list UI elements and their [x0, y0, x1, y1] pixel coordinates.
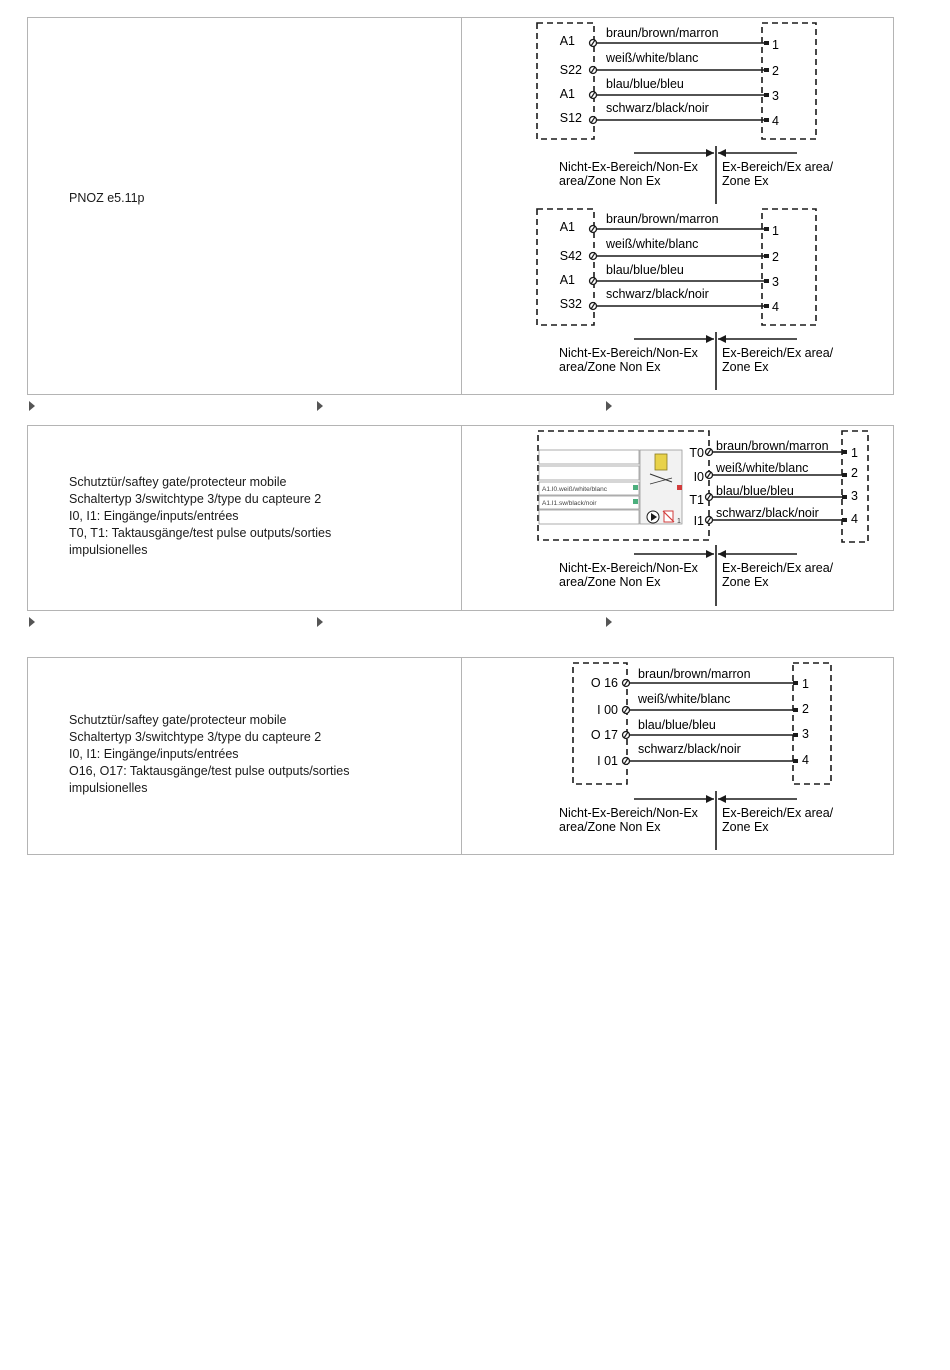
wire-3	[590, 278, 770, 285]
description-line: I0, I1: Eingänge/inputs/entrées	[69, 747, 239, 761]
wire-label: blau/blue/bleu	[638, 718, 716, 732]
terminal-number: 3	[802, 727, 809, 741]
wire-2	[590, 253, 770, 260]
terminal-label: S32	[559, 297, 582, 311]
terminal-number: 3	[772, 89, 779, 103]
terminal-number: 2	[851, 466, 858, 480]
terminal-label: S12	[559, 111, 582, 125]
description-line: PNOZ e5.11p	[69, 191, 145, 205]
wire-label: schwarz/black/noir	[638, 742, 741, 756]
terminal-number: 1	[851, 446, 858, 460]
terminal-label: T0	[689, 446, 704, 460]
ex-area-label: Zone Ex	[722, 820, 769, 834]
wiring-diagram	[462, 426, 895, 610]
row-description	[69, 190, 145, 207]
terminal-number: 1	[802, 677, 809, 691]
non-ex-area-label: area/Zone Non Ex	[559, 174, 661, 188]
table-row-safety-gate-o	[27, 657, 894, 855]
non-ex-area-label: Nicht-Ex-Bereich/Non-Ex	[559, 561, 698, 575]
terminal-label: T1	[689, 493, 704, 507]
non-ex-area-label: Nicht-Ex-Bereich/Non-Ex	[559, 346, 698, 360]
wiring-block-2	[537, 209, 834, 390]
terminal-label: I0	[693, 470, 704, 484]
wire-label: schwarz/black/noir	[606, 287, 709, 301]
separator-marker	[606, 617, 612, 627]
terminal-number: 4	[772, 114, 779, 128]
software-counter: 1	[677, 518, 681, 525]
terminal-label: O 17	[590, 728, 618, 742]
wire-label: schwarz/black/noir	[716, 506, 819, 520]
wire-1	[590, 40, 770, 47]
separator-marker	[29, 401, 35, 411]
wire-label: blau/blue/bleu	[716, 484, 794, 498]
terminal-number: 3	[851, 489, 858, 503]
terminal-label: A1	[559, 34, 575, 48]
non-ex-area-label: area/Zone Non Ex	[559, 575, 661, 589]
sensor-box	[762, 23, 816, 139]
terminal-number: 3	[772, 275, 779, 289]
terminal-number: 2	[772, 64, 779, 78]
wire-3	[623, 732, 799, 739]
wire-label: weiß/white/blanc	[716, 461, 809, 475]
ex-area-label: Ex-Bereich/Ex area/	[722, 160, 834, 174]
wire-4	[590, 117, 770, 124]
description-line: impulsionelles	[69, 781, 148, 795]
description-line: Schaltertyp 3/switchtype 3/type du capteure 2	[69, 492, 322, 506]
table-row-pnoz	[27, 17, 894, 395]
description-line: T0, T1: Taktausgänge/test pulse outputs/sorties	[69, 526, 332, 540]
description-line: Schutztür/saftey gate/protecteur mobile	[69, 475, 287, 489]
terminal-label: A1	[559, 87, 575, 101]
description-line: Schaltertyp 3/switchtype 3/type du capteure 2	[69, 730, 322, 744]
terminal-label: I1	[693, 514, 704, 528]
wire-label: braun/brown/marron	[606, 212, 719, 226]
terminal-number: 2	[802, 702, 809, 716]
separator-marker	[317, 617, 323, 627]
terminal-number: 4	[851, 512, 858, 526]
wire-2	[623, 707, 799, 714]
wiring-diagram	[462, 18, 895, 394]
wire-label: braun/brown/marron	[716, 439, 829, 453]
terminal-number: 4	[802, 753, 809, 767]
terminal-number: 2	[772, 250, 779, 264]
ex-area-label: Ex-Bereich/Ex area/	[722, 346, 834, 360]
terminal-label: S22	[559, 63, 582, 77]
description-line: impulsionelles	[69, 543, 148, 557]
wire-3	[590, 92, 770, 99]
wire-4	[623, 758, 799, 765]
terminal-number: 1	[772, 38, 779, 52]
non-ex-area-label: Nicht-Ex-Bereich/Non-Ex	[559, 160, 698, 174]
wiring-diagram	[462, 658, 895, 854]
ex-area-label: Ex-Bereich/Ex area/	[722, 561, 834, 575]
wire-4	[590, 303, 770, 310]
gate-icon	[655, 454, 667, 470]
software-row-label: A1.I0.weiß/white/blanc	[542, 486, 608, 493]
terminal-label: S42	[559, 249, 582, 263]
wire-label: weiß/white/blanc	[638, 692, 731, 706]
row-description	[69, 474, 331, 559]
ex-area-label: Ex-Bereich/Ex area/	[722, 806, 834, 820]
software-row-label: A1.I1.sw/black/noir	[542, 500, 597, 507]
description-line: O16, O17: Taktausgänge/test pulse outputs/sorties	[69, 764, 350, 778]
wire-label: blau/blue/bleu	[606, 263, 684, 277]
description-line: I0, I1: Eingänge/inputs/entrées	[69, 509, 239, 523]
ex-area-label: Zone Ex	[722, 575, 769, 589]
terminal-label: A1	[559, 220, 575, 234]
wiring-block-1	[537, 23, 834, 204]
separator-marker	[29, 617, 35, 627]
terminal-number: 1	[772, 224, 779, 238]
sensor-box	[762, 209, 816, 325]
wire-2	[590, 67, 770, 74]
terminal-label: O 16	[590, 676, 618, 690]
separator-marker	[606, 401, 612, 411]
non-ex-area-label: area/Zone Non Ex	[559, 820, 661, 834]
wire-1	[590, 226, 770, 233]
non-ex-area-label: area/Zone Non Ex	[559, 360, 661, 374]
terminal-label: I 01	[597, 754, 618, 768]
terminal-label: A1	[559, 273, 575, 287]
terminal-label: I 00	[597, 703, 618, 717]
non-ex-area-label: Nicht-Ex-Bereich/Non-Ex	[559, 806, 698, 820]
wire-label: braun/brown/marron	[638, 667, 751, 681]
terminal-number: 4	[772, 300, 779, 314]
software-view	[539, 450, 682, 525]
row-description	[69, 712, 350, 797]
wire-label: weiß/white/blanc	[606, 51, 699, 65]
description-line: Schutztür/saftey gate/protecteur mobile	[69, 713, 287, 727]
wire-label: blau/blue/bleu	[606, 77, 684, 91]
ex-area-label: Zone Ex	[722, 360, 769, 374]
sensor-box	[793, 663, 831, 784]
separator-marker	[317, 401, 323, 411]
table-row-safety-gate-t	[27, 425, 894, 611]
wire-label: braun/brown/marron	[606, 26, 719, 40]
wire-label: schwarz/black/noir	[606, 101, 709, 115]
wire-label: weiß/white/blanc	[606, 237, 699, 251]
ex-area-label: Zone Ex	[722, 174, 769, 188]
